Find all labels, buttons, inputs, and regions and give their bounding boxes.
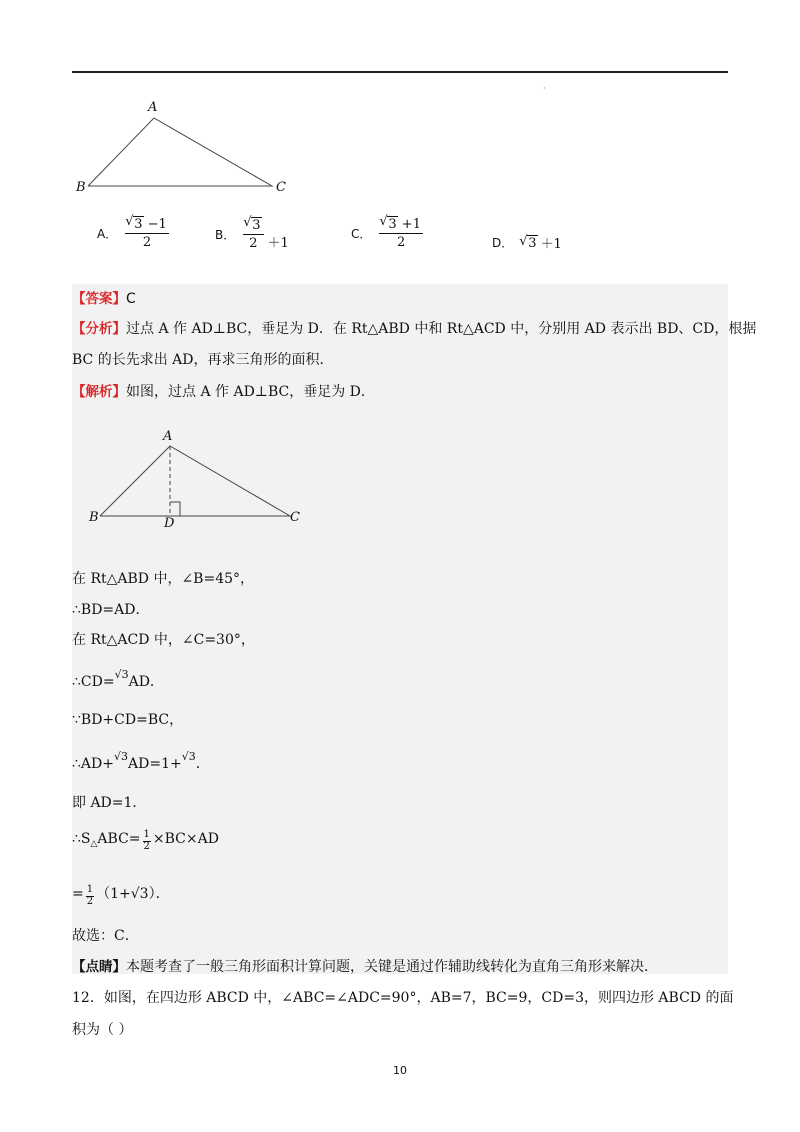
step-1: 在 Rt△ABD 中，∠B=45°， [72, 571, 255, 587]
option-a-fraction [125, 218, 169, 249]
step-9-fraction [86, 885, 94, 907]
step-8-sub: △ [90, 839, 98, 849]
step-6-post: ． [195, 756, 210, 772]
step-6 [72, 750, 210, 773]
step-8-den: 2 [143, 840, 150, 852]
step-9-post: （1+√3）． [96, 886, 170, 902]
step-6-sup-1: √3 [113, 750, 128, 763]
option-b-denominator: 2 [249, 236, 258, 251]
figure2-label-b: B [89, 510, 99, 525]
triangle-figure-1 [70, 98, 300, 198]
option-b-tail: ＋1 [267, 236, 289, 251]
figure1-label-b: B [76, 180, 86, 195]
option-d-letter: D． [492, 236, 514, 250]
step-8 [72, 830, 219, 852]
step-8-num: 1 [143, 829, 150, 840]
solution-tag: 【解析】 [72, 384, 126, 400]
comment-tag: 【点睛】 [72, 959, 126, 975]
step-9 [72, 883, 170, 907]
page-number: 10 [393, 1064, 407, 1077]
answer-line [72, 287, 136, 307]
step-4-sup: √3 [114, 668, 129, 681]
question-12-line-2: 积为（ ） [72, 1022, 133, 1038]
figure2-label-a: A [163, 429, 173, 444]
answer-value: C [126, 291, 136, 307]
step-3: 在 Rt△ACD 中，∠C=30°， [72, 632, 255, 648]
step-6-sup-2: √3 [181, 750, 196, 763]
step-10: 故选：C． [72, 928, 139, 944]
comment-line [72, 955, 658, 976]
option-c-letter: C． [351, 227, 372, 241]
step-8-mid: ABC= [97, 831, 141, 847]
question-12-line-1: 12．如图，在四边形 ABCD 中，∠ABC=∠ADC=90°，AB=7，BC=9，CD=3，则四边形 ABCD 的面 [72, 990, 734, 1006]
figure2-label-c: C [290, 510, 300, 525]
step-4-post: AD． [128, 674, 164, 690]
analysis-tag: 【分析】 [72, 321, 126, 337]
step-5: ∵BD+CD=BC， [72, 712, 184, 728]
step-9-pre: = [72, 886, 84, 902]
decorative-dot: · [543, 84, 546, 93]
step-8-post: ×BC×AD [152, 831, 219, 847]
figure1-label-c: C [276, 180, 286, 195]
option-a-radicand: √ 3 [133, 216, 143, 232]
option-b-fraction [243, 219, 263, 250]
figure2-label-d: D [164, 516, 175, 531]
step-8-pre: ∴S [72, 831, 91, 847]
step-9-num: 1 [86, 884, 94, 895]
option-c-num-tail: +1 [397, 217, 421, 232]
step-4-pre: ∴CD= [72, 674, 115, 690]
figure1-label-a: A [148, 100, 158, 115]
option-d [492, 233, 562, 252]
step-6-mid: AD=1+ [128, 756, 182, 772]
option-b [215, 218, 289, 251]
option-a [97, 218, 173, 249]
solution-line-1 [72, 380, 375, 401]
option-c-denominator: 2 [397, 235, 406, 250]
option-a-letter: A． [97, 227, 118, 241]
header-rule [72, 71, 728, 73]
option-c [351, 218, 427, 249]
comment-text: 本题考查了一般三角形面积计算问题，关键是通过作辅助线转化为直角三角形来解决． [126, 959, 658, 975]
step-6-pre: ∴AD+ [72, 756, 114, 772]
triangle-outline [88, 118, 272, 186]
option-b-letter: B． [215, 228, 236, 242]
option-c-fraction [379, 218, 423, 249]
step-7: 即 AD=1． [72, 795, 147, 811]
analysis-text-1: 过点 A 作 AD⊥BC，垂足为 D．在 Rt△ABD 中和 Rt△ACD 中，分别用 AD 表示出 BD、CD，根据 [126, 321, 757, 337]
answer-tag: 【答案】 [72, 291, 126, 307]
option-c-radicand: √ 3 [387, 216, 397, 232]
analysis-line-1 [72, 317, 756, 338]
option-b-radicand: √ 3 [251, 217, 261, 233]
analysis-line-2: BC 的长先求出 AD，再求三角形的面积． [72, 352, 334, 368]
step-4 [72, 668, 164, 691]
option-d-radicand: √ 3 [527, 235, 537, 251]
step-8-fraction [143, 830, 151, 852]
option-a-denominator: 2 [142, 235, 152, 250]
triangle-figure-2 [90, 440, 310, 532]
right-angle-mark [170, 502, 180, 516]
step-9-den: 2 [86, 895, 94, 907]
triangle2-outline [100, 446, 290, 516]
solution-text-1: 如图，过点 A 作 AD⊥BC，垂足为 D． [126, 384, 375, 400]
option-a-num-tail: −1 [143, 217, 167, 232]
option-d-tail: ＋1 [540, 237, 562, 252]
step-2: ∴BD=AD． [72, 602, 150, 618]
